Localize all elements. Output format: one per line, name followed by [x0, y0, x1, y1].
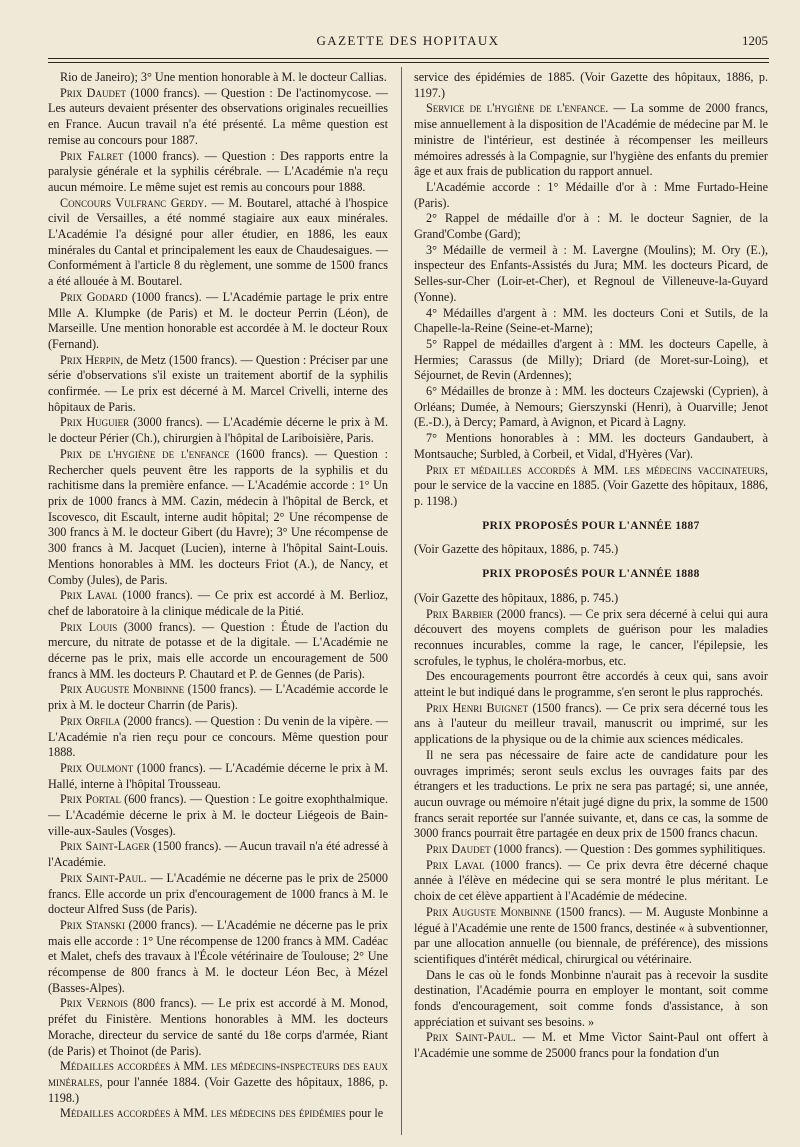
paragraph-text: 7° Mentions honorables à : MM. les docteurs Gandaubert, à Montsauche; Surbled, à Corbeil, et Vidal, d'Hyères (Var). [414, 431, 768, 461]
prize-name: Prix Stanski [60, 917, 125, 932]
paragraph-text: (Voir Gazette des hôpitaux, 1886, p. 745.) [414, 590, 619, 605]
prize-name: Prix Laval [60, 588, 118, 603]
paragraph [48, 682, 388, 713]
paragraph [48, 792, 388, 839]
prize-name: Prix Daudet [60, 85, 126, 100]
paragraph [414, 591, 768, 607]
paragraph [414, 607, 768, 670]
paragraph [414, 669, 768, 700]
prize-name: Prix Falret [60, 148, 124, 163]
header-rule-thin [48, 62, 769, 63]
prize-name: Prix Laval [426, 857, 485, 872]
column-divider [401, 67, 402, 1135]
paragraph-text: 3° Médaille de vermeil à : M. Lavergne (Moulins); M. Ory (E.), inspecteur des Enfants-Assistés du Jura; MM. les docteurs Picard, de Selles-sur-Cher (Loir-et-Cher), et Regnoul de Villeneuve-la-Guyard (Yonne). [414, 242, 768, 304]
paragraph [48, 761, 388, 792]
section-heading: PRIX PROPOSÉS POUR L'ANNÉE 1887 [482, 519, 700, 532]
paragraph [414, 701, 768, 748]
prize-name: Prix Herpin, [60, 352, 124, 367]
page-number: 1205 [742, 33, 768, 48]
paragraph-text: (2000 francs). — Ce prix sera décerné à celui qui aura découvert des moyens complets de guérison pour les maladies reconnues incurables, comme la rage, le cancer, l'épilepsie, les scrofules, le typhus, le choléra-morbus, etc. [414, 606, 768, 668]
paragraph [48, 447, 388, 588]
paragraph [48, 620, 388, 683]
paragraph [414, 905, 768, 968]
prize-name: Prix Oulmont [60, 760, 134, 775]
paragraph-text: Il ne sera pas nécessaire de faire acte de candidature pour les ouvrages imprimés; seront seuls exclus les ouvrages faits par des étrangers et les traductions. Le prix ne sera pas partagé; si, une année, aucun ouvrage ou mémoire n'était jugé digne du prix, la somme de 1500 francs serait reportée sur l'année suivante, et, dans ce cas, la somme de 3000 francs pourrait être partagée en deux prix de 1500 francs chacun. [414, 747, 768, 841]
paragraph [48, 290, 388, 353]
paragraph-text: 5° Rappel de médailles d'argent à : MM. les docteurs Capelle, à Hermies; Carassus (de Milly); Driard (de Moret-sur-Loing), et Séjournet, de Revin (Ardennes); [414, 336, 768, 383]
prize-name: Prix Saint-Paul. [60, 870, 147, 885]
prize-name: Prix Henri Buignet [426, 700, 529, 715]
paragraph [48, 1106, 388, 1122]
paragraph [48, 149, 388, 196]
paragraph [414, 101, 768, 180]
prize-name: Prix Huguier [60, 415, 130, 430]
paragraph [48, 70, 388, 86]
prize-name: Médailles accordées à MM. les médecins des épidémies [60, 1106, 346, 1121]
paragraph [48, 86, 388, 149]
paragraph [414, 542, 768, 558]
left-column [48, 70, 388, 1122]
prize-name: Prix Auguste Monbinne [426, 904, 552, 919]
paragraph-text: (1000 francs). — Question : Des rapports entre la paralysie générale et la syphilis cérébrale. — L'Académie n'a reçu aucun mémoire. Le même sujet est remis au concours pour 1888. [48, 148, 388, 194]
paragraph-text: 6° Médailles de bronze à : MM. les docteurs Czajewski (Cyprien), à Orléans; Dumée, à Nemours; Gierszynski (Henri), à Ouarville; Jenot (E.-D.), à Dercy; Pamard, à Avignon, et Picard à Lagny. [414, 384, 768, 430]
journal-title: GAZETTE DES HOPITAUX [316, 33, 500, 48]
paragraph-text: pour le [345, 1106, 384, 1121]
paragraph-text: (1000 francs). — Question : Des gommes syphilitiques. [490, 842, 766, 857]
paragraph-text: (1000 francs). — L'Académie décerne le prix à M. Hallé, interne à l'hôpital Trousseau. [48, 760, 388, 791]
paragraph [414, 748, 768, 842]
paragraph-text: (1000 francs). — Ce prix est accordé à M. Berlioz, chef de laboratoire à la clinique médicale de la Pitié. [48, 588, 388, 618]
paragraph [48, 918, 388, 997]
paragraph [48, 996, 388, 1059]
paragraph [48, 588, 388, 619]
paragraph [414, 337, 768, 384]
paragraph [414, 968, 768, 1031]
paragraph [48, 1059, 388, 1106]
paragraph-text: pour l'année 1884. (Voir Gazette des hôpitaux, 1886, p. 1198.) [48, 1075, 388, 1105]
prize-name: Service de l'hygiène de l'enfance. [426, 101, 609, 116]
paragraph-text: — La somme de 2000 francs, mise annuellement à la disposition de l'Académie de médecine par M. le ministre de l'intérieur, est destinée à récompenser les meilleurs mémoires adressés à la Compagnie, sur l'hygiène des enfants du premier âge et aux frais de publication du rapport annuel. [414, 101, 768, 179]
paragraph-text: (1000 francs). — Ce prix devra être décerné chaque année à l'élève en médecine qui se sera montré le plus méritant. Le choix de cet élève appartient à l'Académie de médecine. [414, 857, 768, 904]
paragraph-text: (Voir Gazette des hôpitaux, 1886, p. 745.) [414, 542, 619, 557]
paragraph-text: (1500 francs). — Aucun travail n'a été adressé à l'Académie. [48, 839, 388, 870]
paragraph [414, 842, 768, 858]
paragraph-text: (3000 francs). — L'Académie décerne le prix à M. le docteur Périer (Ch.), chirurgien à l'hôpital de Lariboisière, Paris. [48, 415, 388, 446]
paragraph [48, 353, 388, 416]
paragraph-text: (1600 francs). — Question : Rechercher quels peuvent être les rapports de la syphilis et du rachitisme dans la première enfance. — L'Académie accorde : 1° Un prix de 1000 francs à MM. Cazin, médecin à l'hôpital de Berck, et Iscovesco, dit Escault, interne audit hôpital; 2° Une récompense de 300 francs à M. le docteur Gibert (du Havre); 3° Une récompense de 300 francs à M. Jacquet (Lucien), interne à l'hôpital Saint-Louis. Mentions honorables à MM. les docteurs Friot (A.), de Nancy, et Comby (Jules), de Paris. [48, 446, 388, 587]
paragraph-text: (1500 francs). — L'Académie accorde le prix à M. le docteur Charrin (de Paris). [48, 682, 388, 713]
section-heading: PRIX PROPOSÉS POUR L'ANNÉE 1888 [482, 568, 700, 581]
prize-name: Prix de l'hygiène de l'enfance [60, 446, 230, 461]
paragraph [414, 431, 768, 462]
paragraph-text: (1000 francs). — L'Académie partage le prix entre Mlle A. Klumpke (de Paris) et M. le docteur Perrin (Léon), de Marseille. Une mention honorable est accordée à M. le docteur Roux (Fernand). [48, 289, 388, 351]
paragraph-text: 2° Rappel de médaille d'or à : M. le docteur Sagnier, de la Grand'Combe (Gard); [414, 211, 768, 242]
paragraph [414, 463, 768, 510]
prize-name: Concours Vulfranc Gerdy. [60, 195, 208, 210]
prize-name: Prix Portal [60, 792, 121, 807]
paragraph-text: L'Académie accorde : 1° Médaille d'or à : Mme Furtado-Heine (Paris). [414, 179, 768, 210]
paragraph [414, 1030, 768, 1061]
paragraph-text: — M. Boutarel, attaché à l'hospice civil de Versailles, a été nommé stagiaire aux eaux minérales. L'Académie l'a désigné pour aller étudier, en 1886, les eaux minérales du Cantal et principalement les eaux de Chaudesaigues. — Conformément à l'article 8 du règlement, une somme de 1500 francs a été allouée à M. Boutarel. [48, 195, 388, 289]
paragraph-text: pour le service de la vaccine en 1885. (Voir Gazette des hôpitaux, 1886, p. 1198.) [414, 478, 768, 508]
prize-name: Prix Vernois [60, 996, 129, 1011]
prize-name: Prix Auguste Monbinne [60, 682, 185, 697]
header-rule-thick [48, 58, 769, 59]
paragraph-text: (3000 francs). — Question : Étude de l'action du mercure, du nitrate de potasse et de la digitale. — L'Académie ne décerne pas le prix, mais elle accorde un encouragement de 500 francs à MM. les docteurs P. Chautard et P. de Gennes (de Paris). [48, 619, 388, 681]
paragraph-text: (2000 francs). — Question : Du venin de la vipère. — L'Académie n'a rien reçu pour ce concours. Même question pour 1888. [48, 713, 388, 760]
prize-name: Prix Daudet [426, 842, 491, 857]
prize-name: Prix Saint-Lager [60, 839, 150, 854]
paragraph-text: Des encouragements pourront être accordés à ceux qui, sans avoir atteint le but indiqué dans le programme, s'en seront le plus rapprochés. [414, 669, 768, 700]
paragraph-text: Dans le cas où le fonds Monbinne n'aurait pas à recevoir la susdite destination, l'Académie pourra en employer le montant, soit comme fonds d'encouragement, soit comme fonds d'assistance, à son appréciation et suivant ses besoins. » [414, 967, 768, 1029]
paragraph-text: (1500 francs). — Ce prix sera décerné tous les ans à l'auteur du meilleur travail, manuscrit ou imprimé, sur les applications de la physique ou de la chimie aux sciences médicales. [414, 700, 768, 747]
paragraph [48, 714, 388, 761]
prize-name: Prix Louis [60, 619, 118, 634]
paragraph [48, 839, 388, 870]
paragraph-text: 4° Médailles d'argent à : MM. les docteurs Coni et Sutils, de la Chapelle-la-Reine (Seine-et-Marne); [414, 305, 768, 336]
paragraph [48, 196, 388, 290]
page-header [48, 30, 768, 54]
prize-name: Médailles accordées à MM. les médecins-inspecteurs des eaux minérales, [48, 1059, 388, 1089]
prize-name: Prix Orfila [60, 713, 121, 728]
paragraph [414, 211, 768, 242]
prize-name: Prix Saint-Paul. [426, 1030, 516, 1045]
paragraph-text: (600 francs). — Question : Le goitre exophthalmique. — L'Académie décerne le prix à M. le docteur Liégeois de Bain-ville-aux-Saules (Vosges). [48, 792, 388, 838]
paragraph-text: Rio de Janeiro); 3° Une mention honorable à M. le docteur Callias. [60, 70, 387, 84]
paragraph-text: (1000 francs). — Question : De l'actinomycose. — Les auteurs devaient présenter des observations originales recueillies en France. Aucun travail n'a été présenté. La même question est remise au concours pour 1887. [48, 85, 388, 147]
right-column [414, 70, 768, 1062]
paragraph [48, 415, 388, 446]
paragraph-text: — L'Académie ne décerne pas le prix de 25000 francs. Elle accorde un prix d'encouragement de 1000 francs à M. le docteur Alfred Suss (de Paris). [48, 870, 388, 917]
paragraph [414, 858, 768, 905]
prize-name: Prix Godard [60, 289, 128, 304]
paragraph-text: — M. et Mme Victor Saint-Paul ont offert à l'Académie une somme de 25000 francs pour la fondation d'un [414, 1030, 768, 1061]
paragraph-text: service des épidémies de 1885. (Voir Gazette des hôpitaux, 1886, p. 1197.) [414, 70, 768, 100]
paragraph [414, 180, 768, 211]
prize-name: Prix Barbier [426, 606, 494, 621]
paragraph-text: (800 francs). — Le prix est accordé à M. Monod, préfet du Finistère. Mentions honorables à MM. les docteurs Morache, directeur du service de santé du 18e corps d'armée, Riant (de Paris) et Thoinot (de Paris). [48, 996, 388, 1058]
paragraph-text: (1500 francs). — M. Auguste Monbinne a légué à l'Académie une rente de 1500 francs, destinée « à subventionner, par une allocation annuelle (ou biennale, de préférence), des missions scientifiques d'intérêt médical, chirurgical ou vétérinaire. [414, 904, 768, 966]
paragraph [414, 70, 768, 101]
paragraph [48, 871, 388, 918]
paragraph [414, 243, 768, 306]
paragraph-text: de Metz (1500 francs). — Question : Préciser par une série d'observations s'il existe un traitement abortif de la syphilis confirmée. — Le prix est décerné à M. Marcel Crivelli, interne des hôpitaux de Paris. [48, 352, 388, 414]
paragraph-text: (2000 francs). — L'Académie ne décerne pas le prix mais elle accorde : 1° Une récompense de 1200 francs à MM. Cadéac et Malet, chefs des travaux à l'École vétérinaire de Toulouse; 2° Une récompense de 800 francs à M. le docteur Léon Bec, à Mézel (Basses-Alpes). [48, 917, 388, 995]
prize-name: Prix et médailles accordés à MM. les médecins vaccinateurs, [426, 462, 768, 477]
paragraph [414, 306, 768, 337]
paragraph [414, 384, 768, 431]
